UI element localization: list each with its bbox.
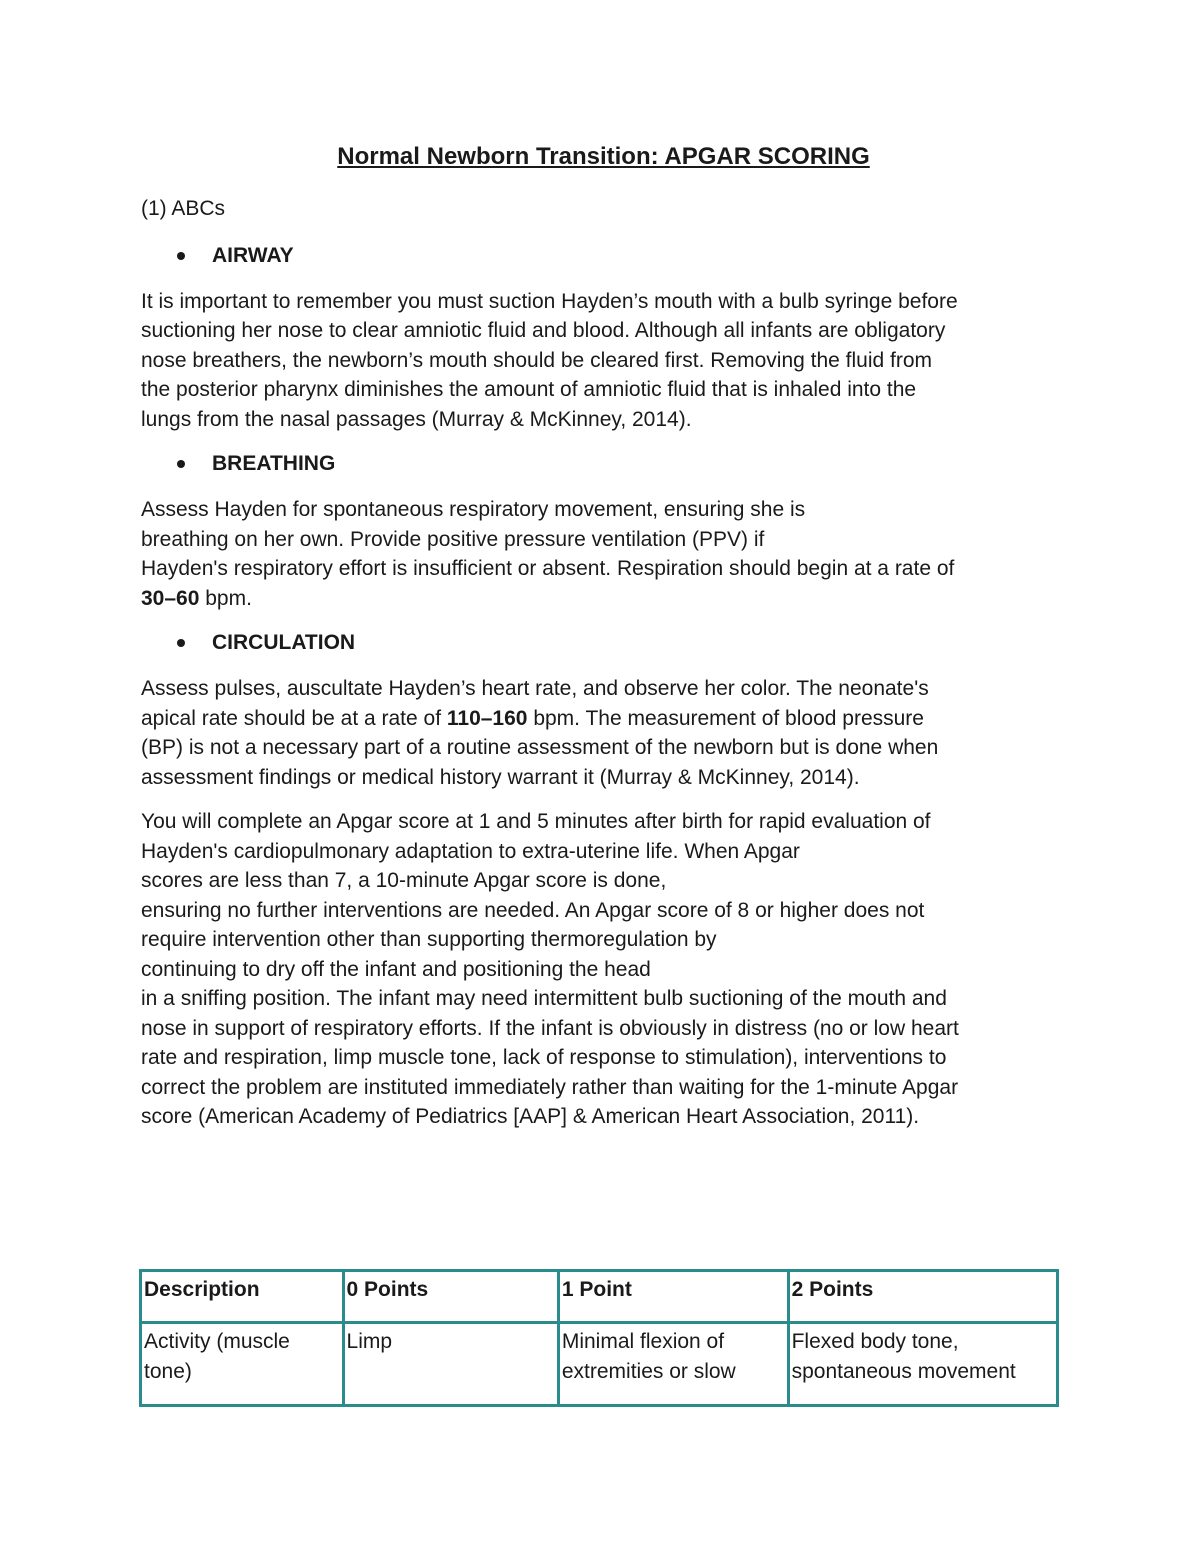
- breathing-rate-unit: bpm.: [199, 586, 252, 610]
- airway-heading-label: AIRWAY: [212, 243, 294, 267]
- apgar-line: ensuring no further interventions are needed. An Apgar score of 8 or higher does not: [141, 898, 925, 922]
- circulation-paragraph: [141, 674, 1066, 792]
- apgar-line: rate and respiration, limp muscle tone, lack of response to stimulation), interventions to: [141, 1046, 947, 1069]
- airway-line: the posterior pharynx diminishes the amount of amniotic fluid that is inhaled into the: [141, 378, 917, 401]
- bullet-icon: [177, 639, 185, 647]
- circulation-rate-value: 110–160: [446, 706, 528, 730]
- airway-line: nose breathers, the newborn’s mouth should be cleared first. Removing the fluid from: [141, 348, 933, 372]
- table-header-cell: 2 Points: [788, 1271, 1057, 1323]
- apgar-paragraph: [141, 807, 1066, 1132]
- breathing-heading: [141, 449, 1066, 479]
- apgar-line: scores are less than 7, a 10-minute Apgar score is done,: [141, 869, 667, 892]
- bullet-icon: [177, 460, 185, 468]
- document-content: [141, 140, 1066, 1132]
- breathing-rate-line: [141, 584, 1066, 614]
- table-header-cell: Description: [141, 1271, 344, 1323]
- page-title: Normal Newborn Transition: APGAR SCORING: [337, 143, 870, 170]
- table-header-row: [141, 1271, 1058, 1323]
- apgar-line: correct the problem are instituted immediately rather than waiting for the 1-minute Apgar: [141, 1075, 959, 1099]
- airway-line: It is important to remember you must suction Hayden’s mouth with a bulb syringe before: [141, 289, 958, 313]
- circulation-line: Assess pulses, auscultate Hayden’s heart rate, and observe her color. The neonate's: [141, 677, 929, 700]
- table-header-cell: 1 Point: [558, 1271, 788, 1323]
- airway-paragraph: [141, 287, 1066, 435]
- table-cell: Minimal flexion of extremities or slow: [558, 1323, 788, 1406]
- table-row: [141, 1323, 1058, 1406]
- circulation-line: assessment findings or medical history warrant it (Murray & McKinney, 2014).: [141, 765, 860, 789]
- apgar-line: nose in support of respiratory efforts. If the infant is obviously in distress (no or low heart: [141, 1016, 959, 1040]
- circulation-heading: [141, 628, 1066, 658]
- apgar-line: continuing to dry off the infant and positioning the head: [141, 957, 651, 981]
- apgar-line: score (American Academy of Pediatrics [AAP] & American Heart Association, 2011).: [141, 1105, 920, 1128]
- airway-line: lungs from the nasal passages (Murray & McKinney, 2014).: [141, 407, 692, 431]
- apgar-table: [139, 1269, 1059, 1407]
- breathing-line: Assess Hayden for spontaneous respiratory movement, ensuring she is: [141, 498, 806, 521]
- breathing-line: Hayden's respiratory effort is insufficient or absent. Respiration should begin at a rate of: [141, 557, 955, 580]
- table-header-cell: 0 Points: [343, 1271, 558, 1323]
- apgar-line: Hayden's cardiopulmonary adaptation to extra-uterine life. When Apgar: [141, 839, 800, 863]
- apgar-line: require intervention other than supporting thermoregulation by: [141, 928, 717, 951]
- airway-heading: [141, 241, 1066, 271]
- table-cell: Flexed body tone, spontaneous movement: [788, 1323, 1057, 1406]
- table-cell: Activity (muscle tone): [141, 1323, 344, 1406]
- circulation-rate-post: bpm. The measurement of blood pressure: [527, 706, 924, 730]
- apgar-line: in a sniffing position. The infant may need intermittent bulb suctioning of the mouth and: [141, 987, 947, 1010]
- bullet-icon: [177, 252, 185, 260]
- circulation-rate-pre: apical rate should be at a rate of: [141, 706, 447, 730]
- breathing-rate-value: 30–60: [141, 586, 200, 610]
- circulation-heading-label: CIRCULATION: [212, 631, 356, 654]
- circulation-rate-line: [141, 704, 1066, 734]
- circulation-line: (BP) is not a necessary part of a routine assessment of the newborn but is done when: [141, 736, 939, 759]
- breathing-paragraph: [141, 495, 1066, 613]
- table-cell: Limp: [343, 1323, 558, 1406]
- airway-line: suctioning her nose to clear amniotic fluid and blood. Although all infants are obligatory: [141, 319, 946, 342]
- apgar-line: You will complete an Apgar score at 1 and 5 minutes after birth for rapid evaluation of: [141, 810, 931, 833]
- section-intro: (1) ABCs: [141, 197, 226, 220]
- breathing-line: breathing on her own. Provide positive pressure ventilation (PPV) if: [141, 527, 765, 551]
- breathing-heading-label: BREATHING: [212, 452, 336, 475]
